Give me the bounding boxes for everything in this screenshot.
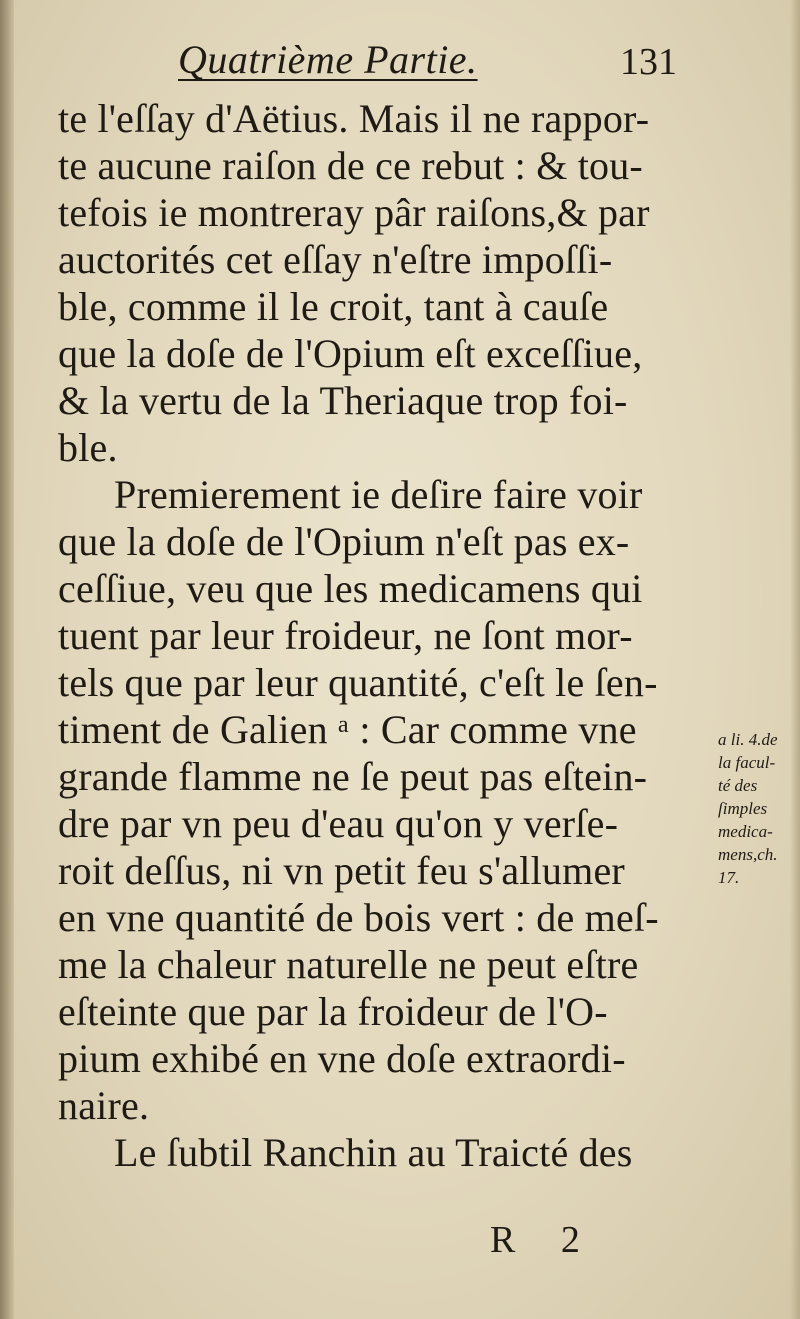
text-line: auctorités cet eſſay n'eſtre impoſſi-: [58, 237, 613, 282]
text-line: tuent par leur froideur, ne ſont mor-: [58, 613, 633, 658]
running-title: Quatrième Partie.: [178, 37, 478, 82]
text-line: eſteinte que par la froideur de l'O-: [58, 989, 608, 1034]
text-line: ble.: [58, 425, 118, 470]
paragraph-start-line: Le ſubtil Ranchin au Traicté des: [114, 1130, 633, 1175]
margin-note-line: 17.: [718, 868, 740, 887]
body-text: [58, 95, 698, 1176]
text-line: roit deſſus, ni vn petit feu s'allumer: [58, 848, 625, 893]
text-line: te l'eſſay d'Aëtius. Mais il ne rappor-: [58, 96, 650, 141]
text-line: timent de Galien ᵃ : Car comme vne: [58, 707, 637, 752]
margin-note-line: la facul-: [718, 753, 776, 772]
margin-note-line: a li. 4.de: [718, 730, 778, 749]
text-line: que la doſe de l'Opium n'eſt pas ex-: [58, 519, 630, 564]
text-line: tefois ie montreray pâr raiſons,& par: [58, 190, 650, 235]
page-number: 131: [620, 41, 677, 83]
text-line: me la chaleur naturelle ne peut eſtre: [58, 942, 639, 987]
page-header: [0, 36, 800, 96]
text-line: en vne quantité de bois vert : de meſ-: [58, 895, 659, 940]
paragraph-start-line: Premierement ie deſire faire voir: [114, 472, 643, 517]
margin-note-line: medica-: [718, 822, 773, 841]
margin-note: [718, 728, 798, 889]
text-line: pium exhibé en vne doſe extraordi-: [58, 1036, 626, 1081]
margin-note-line: té des: [718, 776, 758, 795]
text-line: & la vertu de la Theriaque trop foi-: [58, 378, 628, 423]
text-line: ble, comme il le croit, tant à cauſe: [58, 284, 609, 329]
text-line: naire.: [58, 1083, 150, 1128]
margin-note-line: mens,ch.: [718, 845, 778, 864]
signature-mark: R 2: [490, 1219, 598, 1261]
margin-note-line: ſimples: [718, 799, 768, 818]
text-line: ceſſiue, veu que les medicamens qui: [58, 566, 643, 611]
text-line: dre par vn peu d'eau qu'on y verſe-: [58, 801, 619, 846]
text-line: que la doſe de l'Opium eſt exceſſiue,: [58, 331, 643, 376]
text-line: te aucune raiſon de ce rebut : & tou-: [58, 143, 643, 188]
text-line: tels que par leur quantité, c'eſt le ſen-: [58, 660, 658, 705]
text-line: grande flamme ne ſe peut pas eſtein-: [58, 754, 648, 799]
